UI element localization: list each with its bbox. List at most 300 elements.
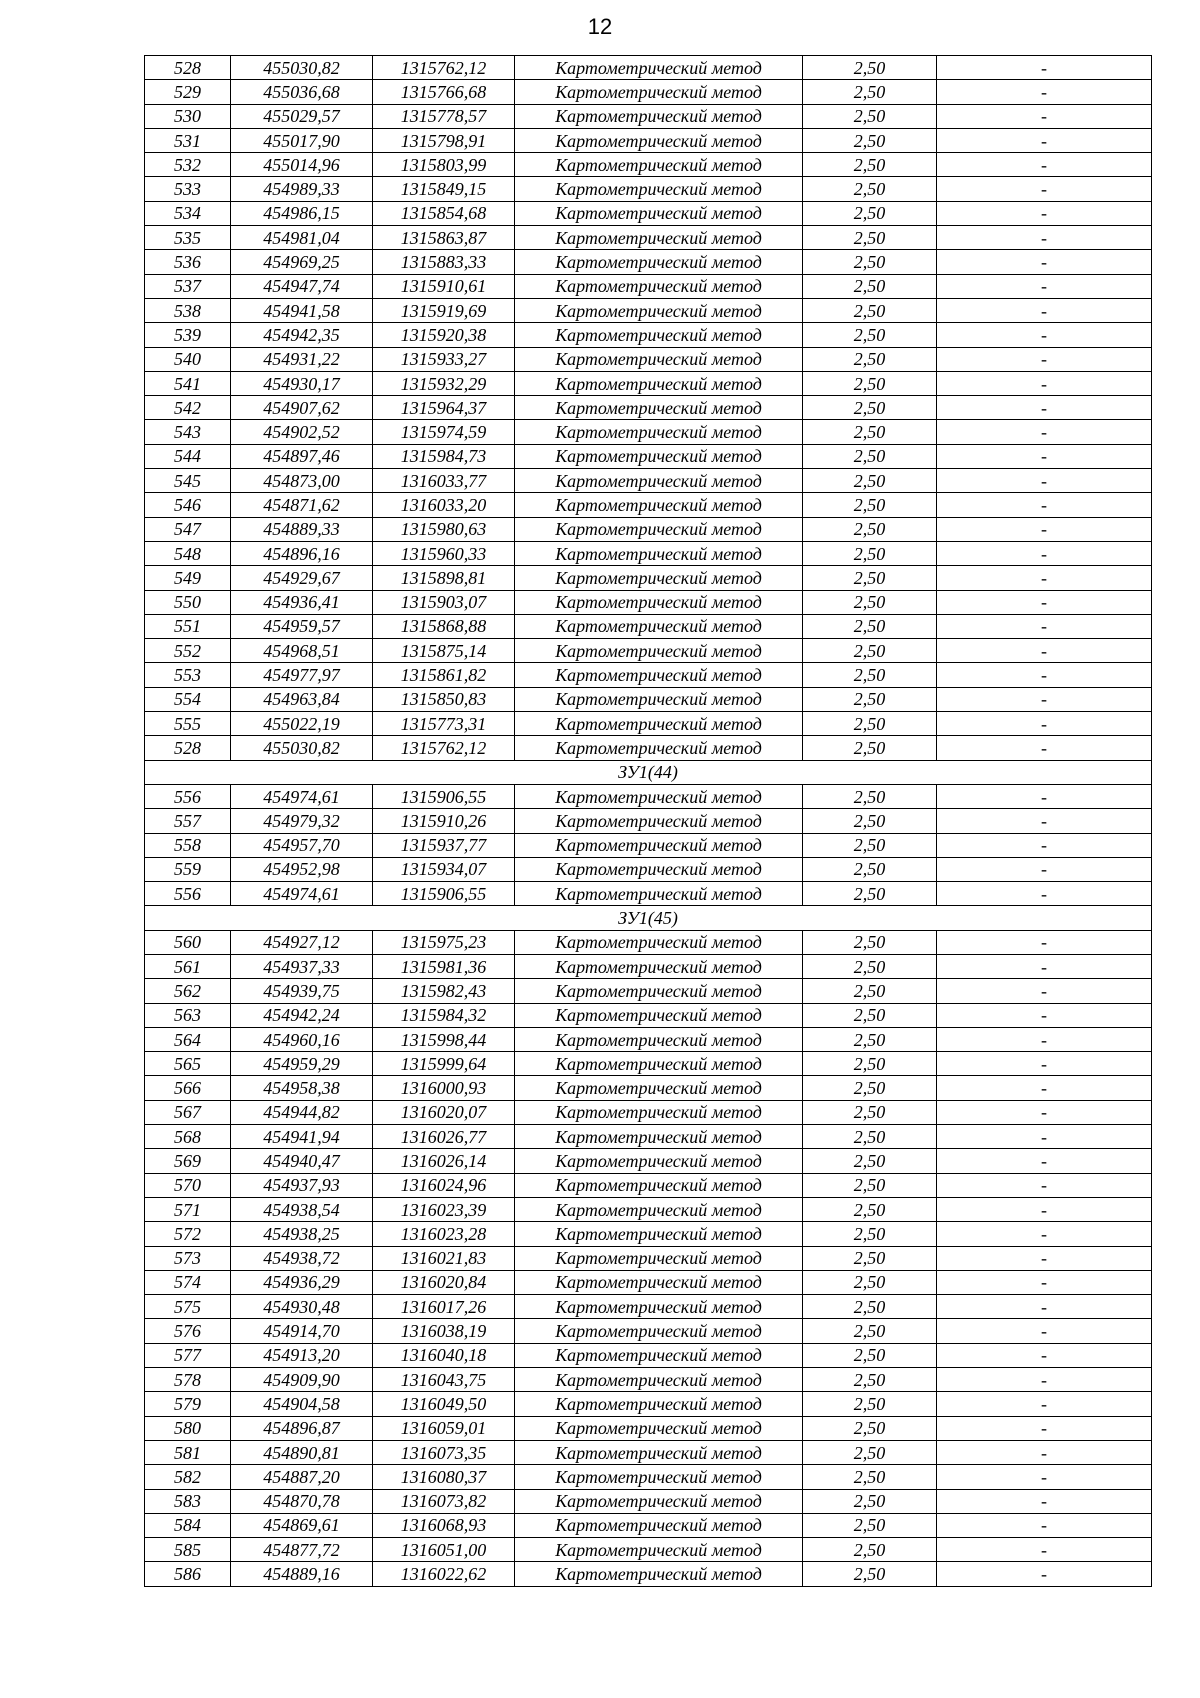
method-cell: Картометрический метод xyxy=(515,954,803,978)
table-row xyxy=(145,1440,1152,1464)
y-coordinate-cell: 1315906,55 xyxy=(373,882,515,906)
precision-cell: 2,50 xyxy=(803,566,937,590)
description-cell: - xyxy=(937,1222,1152,1246)
table-row xyxy=(145,1319,1152,1343)
description-cell: - xyxy=(937,1513,1152,1537)
y-coordinate-cell: 1316043,75 xyxy=(373,1368,515,1392)
x-coordinate-cell: 455017,90 xyxy=(231,128,373,152)
method-cell: Картометрический метод xyxy=(515,1076,803,1100)
point-number-cell: 569 xyxy=(145,1149,231,1173)
method-cell: Картометрический метод xyxy=(515,882,803,906)
point-number-cell: 571 xyxy=(145,1197,231,1221)
description-cell: - xyxy=(937,639,1152,663)
x-coordinate-cell: 454907,62 xyxy=(231,396,373,420)
description-cell: - xyxy=(937,323,1152,347)
precision-cell: 2,50 xyxy=(803,1440,937,1464)
coordinates-table xyxy=(144,55,1152,1587)
y-coordinate-cell: 1316073,82 xyxy=(373,1489,515,1513)
table-row xyxy=(145,420,1152,444)
y-coordinate-cell: 1315982,43 xyxy=(373,979,515,1003)
description-cell: - xyxy=(937,663,1152,687)
x-coordinate-cell: 454974,61 xyxy=(231,882,373,906)
description-cell: - xyxy=(937,80,1152,104)
table-row xyxy=(145,1392,1152,1416)
point-number-cell: 552 xyxy=(145,639,231,663)
description-cell: - xyxy=(937,493,1152,517)
method-cell: Картометрический метод xyxy=(515,1197,803,1221)
method-cell: Картометрический метод xyxy=(515,1052,803,1076)
description-cell: - xyxy=(937,1003,1152,1027)
point-number-cell: 567 xyxy=(145,1100,231,1124)
x-coordinate-cell: 454938,54 xyxy=(231,1197,373,1221)
precision-cell: 2,50 xyxy=(803,201,937,225)
description-cell: - xyxy=(937,177,1152,201)
method-cell: Картометрический метод xyxy=(515,250,803,274)
y-coordinate-cell: 1315898,81 xyxy=(373,566,515,590)
method-cell: Картометрический метод xyxy=(515,226,803,250)
precision-cell: 2,50 xyxy=(803,712,937,736)
point-number-cell: 535 xyxy=(145,226,231,250)
y-coordinate-cell: 1315932,29 xyxy=(373,371,515,395)
x-coordinate-cell: 454931,22 xyxy=(231,347,373,371)
precision-cell: 2,50 xyxy=(803,614,937,638)
table-row xyxy=(145,201,1152,225)
x-coordinate-cell: 454937,33 xyxy=(231,954,373,978)
description-cell: - xyxy=(937,1465,1152,1489)
x-coordinate-cell: 454913,20 xyxy=(231,1343,373,1367)
x-coordinate-cell: 454941,58 xyxy=(231,298,373,322)
method-cell: Картометрический метод xyxy=(515,1222,803,1246)
x-coordinate-cell: 454974,61 xyxy=(231,784,373,808)
y-coordinate-cell: 1316000,93 xyxy=(373,1076,515,1100)
table-row xyxy=(145,371,1152,395)
table-row xyxy=(145,930,1152,954)
table-row xyxy=(145,1416,1152,1440)
precision-cell: 2,50 xyxy=(803,1125,937,1149)
point-number-cell: 544 xyxy=(145,444,231,468)
precision-cell: 2,50 xyxy=(803,250,937,274)
x-coordinate-cell: 454947,74 xyxy=(231,274,373,298)
precision-cell: 2,50 xyxy=(803,930,937,954)
y-coordinate-cell: 1315999,64 xyxy=(373,1052,515,1076)
point-number-cell: 556 xyxy=(145,882,231,906)
description-cell: - xyxy=(937,250,1152,274)
precision-cell: 2,50 xyxy=(803,833,937,857)
y-coordinate-cell: 1315984,73 xyxy=(373,444,515,468)
precision-cell: 2,50 xyxy=(803,396,937,420)
method-cell: Картометрический метод xyxy=(515,420,803,444)
table-row xyxy=(145,1343,1152,1367)
y-coordinate-cell: 1315933,27 xyxy=(373,347,515,371)
x-coordinate-cell: 454968,51 xyxy=(231,639,373,663)
description-cell: - xyxy=(937,736,1152,760)
table-row xyxy=(145,1125,1152,1149)
description-cell: - xyxy=(937,954,1152,978)
y-coordinate-cell: 1315919,69 xyxy=(373,298,515,322)
x-coordinate-cell: 454909,90 xyxy=(231,1368,373,1392)
description-cell: - xyxy=(937,784,1152,808)
y-coordinate-cell: 1315937,77 xyxy=(373,833,515,857)
description-cell: - xyxy=(937,833,1152,857)
description-cell: - xyxy=(937,590,1152,614)
precision-cell: 2,50 xyxy=(803,274,937,298)
y-coordinate-cell: 1315920,38 xyxy=(373,323,515,347)
precision-cell: 2,50 xyxy=(803,444,937,468)
y-coordinate-cell: 1315981,36 xyxy=(373,954,515,978)
point-number-cell: 553 xyxy=(145,663,231,687)
method-cell: Картометрический метод xyxy=(515,712,803,736)
table-row xyxy=(145,857,1152,881)
point-number-cell: 578 xyxy=(145,1368,231,1392)
method-cell: Картометрический метод xyxy=(515,56,803,80)
point-number-cell: 554 xyxy=(145,687,231,711)
method-cell: Картометрический метод xyxy=(515,857,803,881)
table-row xyxy=(145,1003,1152,1027)
description-cell: - xyxy=(937,1319,1152,1343)
point-number-cell: 533 xyxy=(145,177,231,201)
point-number-cell: 530 xyxy=(145,104,231,128)
point-number-cell: 564 xyxy=(145,1027,231,1051)
description-cell: - xyxy=(937,1295,1152,1319)
x-coordinate-cell: 454890,81 xyxy=(231,1440,373,1464)
description-cell: - xyxy=(937,1173,1152,1197)
description-cell: - xyxy=(937,1440,1152,1464)
table-row xyxy=(145,566,1152,590)
table-row xyxy=(145,1295,1152,1319)
precision-cell: 2,50 xyxy=(803,1100,937,1124)
table-row xyxy=(145,882,1152,906)
x-coordinate-cell: 454873,00 xyxy=(231,469,373,493)
point-number-cell: 536 xyxy=(145,250,231,274)
precision-cell: 2,50 xyxy=(803,1197,937,1221)
description-cell: - xyxy=(937,979,1152,1003)
description-cell: - xyxy=(937,1368,1152,1392)
table-row xyxy=(145,1149,1152,1173)
x-coordinate-cell: 455014,96 xyxy=(231,153,373,177)
description-cell: - xyxy=(937,687,1152,711)
y-coordinate-cell: 1315861,82 xyxy=(373,663,515,687)
method-cell: Картометрический метод xyxy=(515,1562,803,1586)
table-row xyxy=(145,833,1152,857)
description-cell: - xyxy=(937,541,1152,565)
point-number-cell: 532 xyxy=(145,153,231,177)
precision-cell: 2,50 xyxy=(803,663,937,687)
y-coordinate-cell: 1316023,28 xyxy=(373,1222,515,1246)
y-coordinate-cell: 1315798,91 xyxy=(373,128,515,152)
x-coordinate-cell: 454930,48 xyxy=(231,1295,373,1319)
y-coordinate-cell: 1316022,62 xyxy=(373,1562,515,1586)
x-coordinate-cell: 454896,16 xyxy=(231,541,373,565)
method-cell: Картометрический метод xyxy=(515,566,803,590)
description-cell: - xyxy=(937,153,1152,177)
x-coordinate-cell: 454877,72 xyxy=(231,1538,373,1562)
precision-cell: 2,50 xyxy=(803,1368,937,1392)
y-coordinate-cell: 1315906,55 xyxy=(373,784,515,808)
y-coordinate-cell: 1315883,33 xyxy=(373,250,515,274)
precision-cell: 2,50 xyxy=(803,1222,937,1246)
method-cell: Картометрический метод xyxy=(515,687,803,711)
x-coordinate-cell: 454904,58 xyxy=(231,1392,373,1416)
method-cell: Картометрический метод xyxy=(515,833,803,857)
x-coordinate-cell: 455030,82 xyxy=(231,56,373,80)
y-coordinate-cell: 1315762,12 xyxy=(373,736,515,760)
point-number-cell: 543 xyxy=(145,420,231,444)
y-coordinate-cell: 1316051,00 xyxy=(373,1538,515,1562)
method-cell: Картометрический метод xyxy=(515,541,803,565)
x-coordinate-cell: 454952,98 xyxy=(231,857,373,881)
y-coordinate-cell: 1315766,68 xyxy=(373,80,515,104)
point-number-cell: 582 xyxy=(145,1465,231,1489)
description-cell: - xyxy=(937,1270,1152,1294)
table-row xyxy=(145,153,1152,177)
table-row xyxy=(145,712,1152,736)
x-coordinate-cell: 454869,61 xyxy=(231,1513,373,1537)
y-coordinate-cell: 1316024,96 xyxy=(373,1173,515,1197)
point-number-cell: 572 xyxy=(145,1222,231,1246)
description-cell: - xyxy=(937,1246,1152,1270)
x-coordinate-cell: 454942,35 xyxy=(231,323,373,347)
table-row xyxy=(145,347,1152,371)
precision-cell: 2,50 xyxy=(803,469,937,493)
method-cell: Картометрический метод xyxy=(515,1513,803,1537)
point-number-cell: 575 xyxy=(145,1295,231,1319)
y-coordinate-cell: 1315910,26 xyxy=(373,809,515,833)
point-number-cell: 528 xyxy=(145,736,231,760)
method-cell: Картометрический метод xyxy=(515,1295,803,1319)
table-row xyxy=(145,1489,1152,1513)
point-number-cell: 566 xyxy=(145,1076,231,1100)
table-row xyxy=(145,809,1152,833)
precision-cell: 2,50 xyxy=(803,736,937,760)
x-coordinate-cell: 454938,25 xyxy=(231,1222,373,1246)
x-coordinate-cell: 454889,16 xyxy=(231,1562,373,1586)
x-coordinate-cell: 454902,52 xyxy=(231,420,373,444)
x-coordinate-cell: 455036,68 xyxy=(231,80,373,104)
table-row xyxy=(145,396,1152,420)
y-coordinate-cell: 1316026,14 xyxy=(373,1149,515,1173)
description-cell: - xyxy=(937,1076,1152,1100)
precision-cell: 2,50 xyxy=(803,347,937,371)
x-coordinate-cell: 454871,62 xyxy=(231,493,373,517)
precision-cell: 2,50 xyxy=(803,56,937,80)
method-cell: Картометрический метод xyxy=(515,298,803,322)
table-row xyxy=(145,614,1152,638)
y-coordinate-cell: 1316023,39 xyxy=(373,1197,515,1221)
x-coordinate-cell: 454927,12 xyxy=(231,930,373,954)
point-number-cell: 528 xyxy=(145,56,231,80)
method-cell: Картометрический метод xyxy=(515,979,803,1003)
y-coordinate-cell: 1316059,01 xyxy=(373,1416,515,1440)
y-coordinate-cell: 1316040,18 xyxy=(373,1343,515,1367)
method-cell: Картометрический метод xyxy=(515,1149,803,1173)
method-cell: Картометрический метод xyxy=(515,1125,803,1149)
x-coordinate-cell: 454896,87 xyxy=(231,1416,373,1440)
precision-cell: 2,50 xyxy=(803,298,937,322)
method-cell: Картометрический метод xyxy=(515,809,803,833)
point-number-cell: 586 xyxy=(145,1562,231,1586)
point-number-cell: 562 xyxy=(145,979,231,1003)
point-number-cell: 585 xyxy=(145,1538,231,1562)
table-row xyxy=(145,1052,1152,1076)
point-number-cell: 557 xyxy=(145,809,231,833)
x-coordinate-cell: 454914,70 xyxy=(231,1319,373,1343)
y-coordinate-cell: 1315849,15 xyxy=(373,177,515,201)
y-coordinate-cell: 1316068,93 xyxy=(373,1513,515,1537)
y-coordinate-cell: 1315984,32 xyxy=(373,1003,515,1027)
precision-cell: 2,50 xyxy=(803,1343,937,1367)
point-number-cell: 556 xyxy=(145,784,231,808)
precision-cell: 2,50 xyxy=(803,954,937,978)
section-title: ЗУ1(44) xyxy=(145,760,1152,784)
method-cell: Картометрический метод xyxy=(515,274,803,298)
y-coordinate-cell: 1316020,07 xyxy=(373,1100,515,1124)
y-coordinate-cell: 1315875,14 xyxy=(373,639,515,663)
point-number-cell: 576 xyxy=(145,1319,231,1343)
point-number-cell: 584 xyxy=(145,1513,231,1537)
point-number-cell: 550 xyxy=(145,590,231,614)
precision-cell: 2,50 xyxy=(803,979,937,1003)
table-row xyxy=(145,1513,1152,1537)
precision-cell: 2,50 xyxy=(803,371,937,395)
description-cell: - xyxy=(937,882,1152,906)
description-cell: - xyxy=(937,614,1152,638)
x-coordinate-cell: 454958,38 xyxy=(231,1076,373,1100)
description-cell: - xyxy=(937,1100,1152,1124)
precision-cell: 2,50 xyxy=(803,128,937,152)
precision-cell: 2,50 xyxy=(803,1052,937,1076)
y-coordinate-cell: 1315850,83 xyxy=(373,687,515,711)
precision-cell: 2,50 xyxy=(803,1246,937,1270)
point-number-cell: 555 xyxy=(145,712,231,736)
table-row xyxy=(145,1197,1152,1221)
point-number-cell: 545 xyxy=(145,469,231,493)
description-cell: - xyxy=(937,128,1152,152)
method-cell: Картометрический метод xyxy=(515,1440,803,1464)
point-number-cell: 546 xyxy=(145,493,231,517)
method-cell: Картометрический метод xyxy=(515,614,803,638)
point-number-cell: 541 xyxy=(145,371,231,395)
table-row xyxy=(145,469,1152,493)
table-row xyxy=(145,1027,1152,1051)
table-row xyxy=(145,1246,1152,1270)
method-cell: Картометрический метод xyxy=(515,1392,803,1416)
x-coordinate-cell: 454939,75 xyxy=(231,979,373,1003)
table-row xyxy=(145,104,1152,128)
x-coordinate-cell: 454897,46 xyxy=(231,444,373,468)
table-row xyxy=(145,687,1152,711)
description-cell: - xyxy=(937,1343,1152,1367)
y-coordinate-cell: 1315773,31 xyxy=(373,712,515,736)
precision-cell: 2,50 xyxy=(803,1513,937,1537)
point-number-cell: 542 xyxy=(145,396,231,420)
method-cell: Картометрический метод xyxy=(515,1270,803,1294)
method-cell: Картометрический метод xyxy=(515,104,803,128)
x-coordinate-cell: 454936,29 xyxy=(231,1270,373,1294)
point-number-cell: 568 xyxy=(145,1125,231,1149)
x-coordinate-cell: 454960,16 xyxy=(231,1027,373,1051)
precision-cell: 2,50 xyxy=(803,104,937,128)
section-header-row xyxy=(145,760,1152,784)
y-coordinate-cell: 1316017,26 xyxy=(373,1295,515,1319)
description-cell: - xyxy=(937,1197,1152,1221)
precision-cell: 2,50 xyxy=(803,590,937,614)
table-row xyxy=(145,323,1152,347)
precision-cell: 2,50 xyxy=(803,1173,937,1197)
y-coordinate-cell: 1315974,59 xyxy=(373,420,515,444)
table-row xyxy=(145,590,1152,614)
point-number-cell: 538 xyxy=(145,298,231,322)
x-coordinate-cell: 454942,24 xyxy=(231,1003,373,1027)
x-coordinate-cell: 454940,47 xyxy=(231,1149,373,1173)
precision-cell: 2,50 xyxy=(803,153,937,177)
method-cell: Картометрический метод xyxy=(515,590,803,614)
y-coordinate-cell: 1315863,87 xyxy=(373,226,515,250)
point-number-cell: 539 xyxy=(145,323,231,347)
point-number-cell: 551 xyxy=(145,614,231,638)
precision-cell: 2,50 xyxy=(803,784,937,808)
method-cell: Картометрический метод xyxy=(515,1368,803,1392)
method-cell: Картометрический метод xyxy=(515,784,803,808)
x-coordinate-cell: 454887,20 xyxy=(231,1465,373,1489)
method-cell: Картометрический метод xyxy=(515,371,803,395)
table-row xyxy=(145,80,1152,104)
y-coordinate-cell: 1315960,33 xyxy=(373,541,515,565)
description-cell: - xyxy=(937,712,1152,736)
method-cell: Картометрический метод xyxy=(515,1319,803,1343)
y-coordinate-cell: 1315998,44 xyxy=(373,1027,515,1051)
method-cell: Картометрический метод xyxy=(515,1003,803,1027)
description-cell: - xyxy=(937,1149,1152,1173)
description-cell: - xyxy=(937,201,1152,225)
table-row xyxy=(145,1465,1152,1489)
precision-cell: 2,50 xyxy=(803,1538,937,1562)
description-cell: - xyxy=(937,930,1152,954)
description-cell: - xyxy=(937,809,1152,833)
table-row xyxy=(145,784,1152,808)
table-row xyxy=(145,274,1152,298)
section-title: ЗУ1(45) xyxy=(145,906,1152,930)
y-coordinate-cell: 1315854,68 xyxy=(373,201,515,225)
precision-cell: 2,50 xyxy=(803,1416,937,1440)
point-number-cell: 537 xyxy=(145,274,231,298)
y-coordinate-cell: 1316073,35 xyxy=(373,1440,515,1464)
precision-cell: 2,50 xyxy=(803,177,937,201)
point-number-cell: 580 xyxy=(145,1416,231,1440)
x-coordinate-cell: 455022,19 xyxy=(231,712,373,736)
description-cell: - xyxy=(937,469,1152,493)
description-cell: - xyxy=(937,857,1152,881)
page-number: 12 xyxy=(587,14,613,39)
description-cell: - xyxy=(937,1416,1152,1440)
precision-cell: 2,50 xyxy=(803,1149,937,1173)
point-number-cell: 534 xyxy=(145,201,231,225)
x-coordinate-cell: 454936,41 xyxy=(231,590,373,614)
x-coordinate-cell: 454986,15 xyxy=(231,201,373,225)
y-coordinate-cell: 1316020,84 xyxy=(373,1270,515,1294)
y-coordinate-cell: 1315934,07 xyxy=(373,857,515,881)
x-coordinate-cell: 454929,67 xyxy=(231,566,373,590)
y-coordinate-cell: 1315778,57 xyxy=(373,104,515,128)
precision-cell: 2,50 xyxy=(803,493,937,517)
method-cell: Картометрический метод xyxy=(515,153,803,177)
method-cell: Картометрический метод xyxy=(515,1416,803,1440)
method-cell: Картометрический метод xyxy=(515,1465,803,1489)
method-cell: Картометрический метод xyxy=(515,1173,803,1197)
description-cell: - xyxy=(937,56,1152,80)
precision-cell: 2,50 xyxy=(803,1076,937,1100)
precision-cell: 2,50 xyxy=(803,857,937,881)
point-number-cell: 559 xyxy=(145,857,231,881)
